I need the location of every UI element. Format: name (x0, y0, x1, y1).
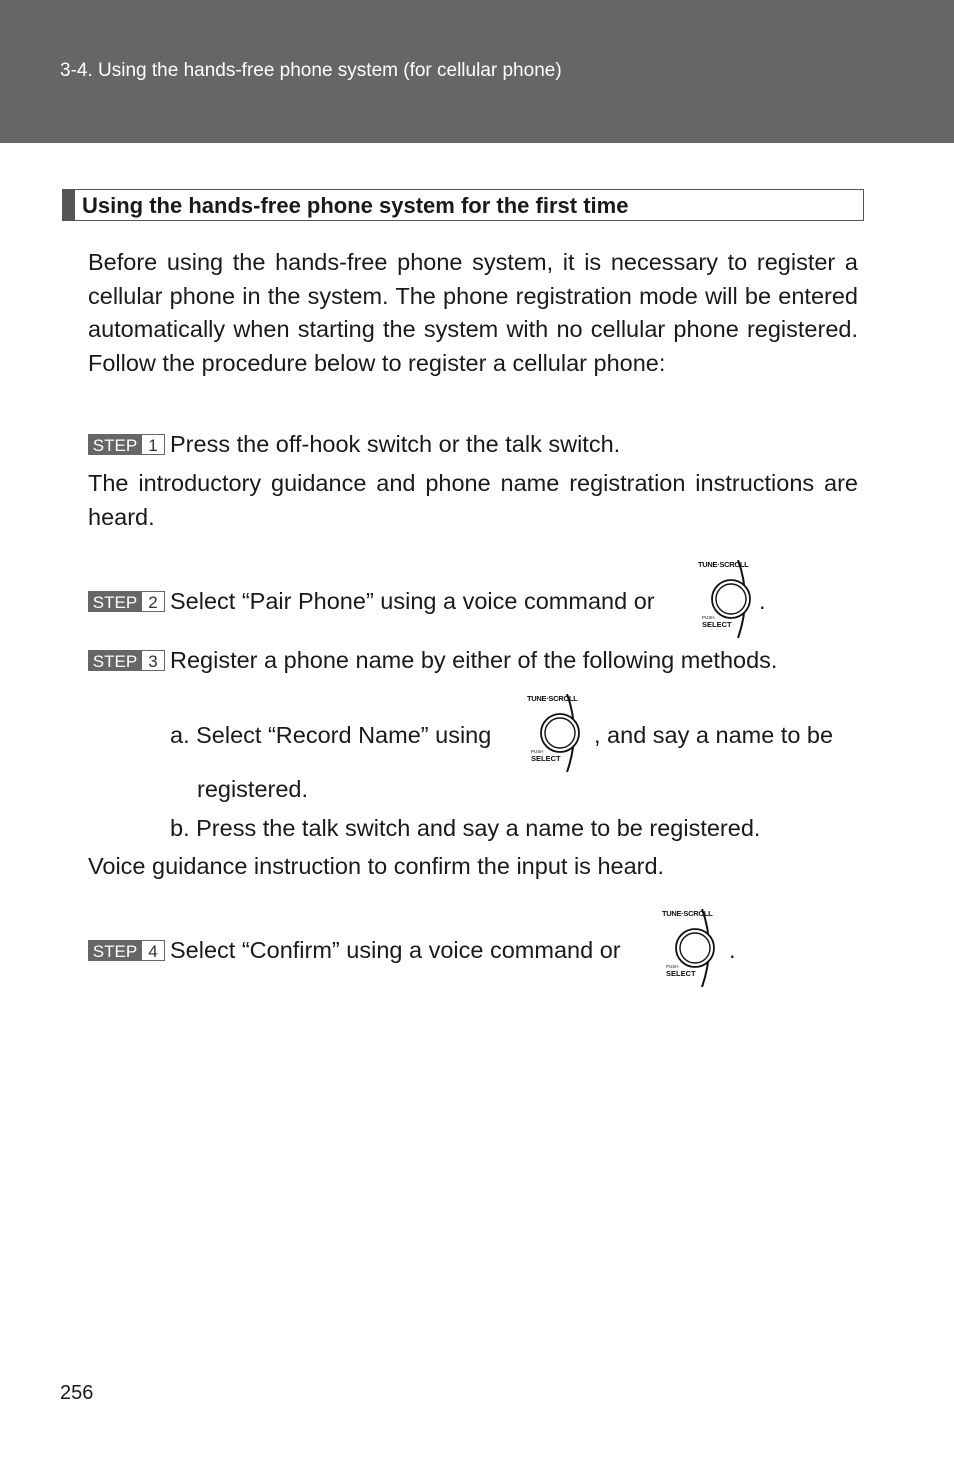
knob-bottom-label: SELECT (666, 969, 696, 978)
method-b-text: b. Press the talk switch and say a name to be registered. (170, 815, 761, 841)
step-word: STEP (88, 940, 142, 961)
step-2-period: . (759, 588, 766, 614)
step-number: 2 (142, 591, 165, 612)
step-badge-3 (88, 650, 165, 671)
knob-bottom-label: SELECT (702, 620, 732, 629)
step-4-text: Select “Confirm” using a voice command or (170, 937, 621, 963)
knob-push-label: PUSH (666, 964, 679, 969)
section-title: Using the hands-free phone system for the first time (82, 193, 629, 218)
method-a-after: , and say a name to be (594, 722, 834, 748)
step-word: STEP (88, 434, 142, 455)
step-1-text: Press the off-hook switch or the talk switch. (170, 431, 621, 457)
step-3-text: Register a phone name by either of the following methods. (170, 647, 778, 673)
knob-push-label: PUSH (702, 615, 715, 620)
step-2-text: Select “Pair Phone” using a voice command or (170, 588, 655, 614)
step-number: 3 (142, 650, 165, 671)
section-heading (62, 189, 864, 221)
intro-paragraph: Before using the hands-free phone system, it is necessary to register a cellular phone in the system. The phone registration mode will be entered automatically when starting the system with no cellular phone registered. Follow the procedure below to register a cellular phone: (88, 249, 858, 376)
heading-bar (63, 190, 75, 220)
knob-top-label: TUNE·SCROLL (698, 560, 749, 569)
header-band (0, 0, 954, 143)
step-number: 4 (142, 940, 165, 961)
breadcrumb: 3-4. Using the hands-free phone system (for cellular phone) (60, 60, 562, 81)
step-badge-1 (88, 434, 165, 455)
page-number: 256 (60, 1382, 94, 1404)
knob-bottom-label: SELECT (531, 754, 561, 763)
step-word: STEP (88, 591, 142, 612)
step-word: STEP (88, 650, 142, 671)
step-1-note: The introductory guidance and phone name registration instructions are heard. (88, 470, 858, 530)
tune-scroll-knob-icon (662, 909, 724, 987)
step-4-period: . (729, 937, 736, 963)
step-badge-4 (88, 940, 165, 961)
tune-scroll-knob-icon (527, 694, 589, 772)
tune-scroll-knob-icon (698, 560, 760, 638)
knob-top-label: TUNE·SCROLL (527, 694, 578, 703)
method-a-cont: registered. (197, 776, 309, 802)
knob-top-label: TUNE·SCROLL (662, 909, 713, 918)
step-3-note: Voice guidance instruction to confirm the input is heard. (88, 853, 665, 879)
step-badge-2 (88, 591, 165, 612)
knob-push-label: PUSH (531, 749, 544, 754)
step-number: 1 (142, 434, 165, 455)
method-a-text: a. Select “Record Name” using (170, 722, 492, 748)
